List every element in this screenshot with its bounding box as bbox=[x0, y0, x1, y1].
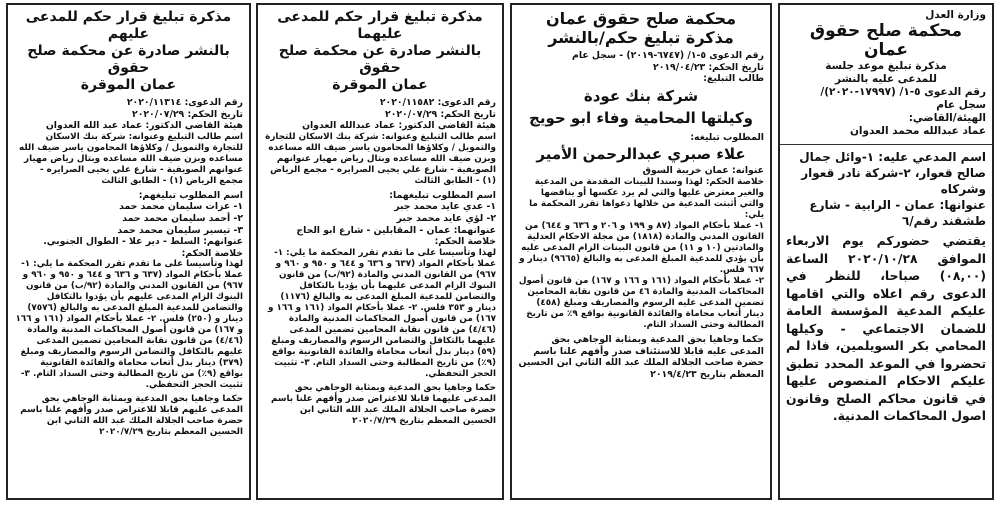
judgment-summary-2: ١- عملا بأحكام المواد (٨٧ و ١٩٩ و ٢٠٦ و ٦٣٦ و ٦٤٤) من القانون المدني والمادة (١٨١٨) من مجلة الاحكام العدلية والمادتين (١٠ و ١١) من قانون البينات الزام المدعى عليه بأن يؤدي للمدعية المبلغ المدعى به والبالغ (٩٦٦٥) دينار و ٦٦٧ فلس. bbox=[519, 220, 764, 275]
court-name: محكمة صلح حقوق عمان bbox=[545, 9, 737, 28]
respondent-2: ٢- أحمد سليمان محمد حمد bbox=[122, 212, 243, 224]
notice-title-line-2: بالنشر صادرة عن محكمة صلح حقوق bbox=[278, 43, 482, 76]
respondent-address: عنوانهما: عمان - المقابلين - شارع ابو الحاج bbox=[296, 224, 496, 236]
judgment-closing: حكما وجاهيا بحق المدعية وبمثابة الوجاهي بحق المدعى عليهم قابلا للاعتراض صدر وأفهم علنا باسم حضرة صاحب الجلالة الملك عبد الله الثاني ابن الحسين المعظم بتاريخ ٢٠٢٠/٧/٢٩ bbox=[20, 394, 243, 438]
requester-details: اسم طالب التبليغ وعنوانه: شركة بنك الاسكان للتجارة والتمويل / وكلاؤها المحامون ياسر ضيف الله مساعده وبزن ضيف الله مساعده وبتال رياض مهيار عنوانهم الصويفية - شارع علي يحيى الصرايره - مجمع الرياض (١) - الطابق الثالث bbox=[19, 131, 243, 186]
judgment-body: لهذا وتأسيسا على ما تقدم تقرر المحكمة ما يلي: ١- عملا بأحكام المواد (٦٣٧ و ٦٣٦ و ٦٤٤ و ٩٥٠ و ٩٦٠ و ٩٦٧) من القانون المدني والمادة (٩٢/ب) من قانون البنوك الزام المدعى عليهما بأن يؤديا بالتكافل والتضامن للمدعية المبلغ المدعى به والبالغ (١١٧٦) دينار و ٣٥٣ فلس. ٢- عملا بأحكام المواد (١٦١ و ١٦٦ و ١٦٧) من قانون أصول المحاكمات المدنية والمادة (٤/٤٦) من قانون نقابة المحامين تضمين المدعى عليهما بالتكافل والتضامن الرسوم والمصاريف ومبلغ (٥٩) دينار بدل أتعاب محاماة والفائدة القانونية بواقع (٩٪) من تاريخ المطالبة وحتى السداد التام. ٣- تثبيت الحجز التحفظي. bbox=[267, 247, 496, 379]
notice-title-line-3: عمان الموقرة bbox=[332, 77, 428, 93]
requester-label: طالب التبليغ: bbox=[703, 73, 764, 85]
respondent-2: ٢- لؤي عايد محمد جبر bbox=[396, 212, 496, 224]
judge-label: الهيئة/القاضي: bbox=[908, 112, 986, 124]
respondent-1: ١- عدي عايد محمد جبر bbox=[394, 201, 496, 213]
judgment-date: تاريخ الحكم: ٢٠١٩/٠٤/٢٣ bbox=[653, 61, 764, 73]
defendant-names: اسم المدعي عليه: ١-وائل جمال صالح قعوار، ٢-شركة نادر قعوار وشركاه bbox=[799, 150, 986, 196]
judgment-summary-3: ٢- عملا بأحكام المواد (١٦١ و ١٦٦ و ١٦٧) من قانون أصول المحاكمات المدنية والمادة ٤٦ من قانون نقابة المحامين تضمين المدعى عليه الرسوم والمصاريف ومبلغ (٤٥٨) دينار أتعاب محاماة والفائدة القانونية بواقع ٩٪ من تاريخ المطالبة وحتى السداد التام. bbox=[518, 275, 764, 330]
judge-name: عماد عبدالله محمد العدوان bbox=[849, 125, 986, 137]
respondent-3: ٣- تيسير سليمان محمد حمد bbox=[117, 224, 243, 236]
judgment-body: لهذا وتأسيسا على ما تقدم تقرر المحكمة ما يلي: ١- عملا بأحكام المواد (٦٣٧ و ٦٣٦ و ٦٤٤ و ٩٥٠ و ٩٦٠ و ٩٦٧) من القانون المدني والمادة (٩٢/ب) من قانون البنوك الزام المدعى عليهم بأن يؤدوا بالتكافل والتضامن للمدعية المبلغ المدعى به والبالغ (٧٥٧٦) دينار و (٢٥٠) فلس. ٢- عملا بأحكام المواد (١٦١ و ١٦٦ و ١٦٧) من قانون أصول المحاكمات المدنية والمادة (٤/٤٦) من قانون نقابة المحامين تضمين المدعى عليهم بالتكافل والتضامن الرسوم والمصاريف ومبلغ (٣٧٩) دينار بدل أتعاب محاماة والفائدة القانونية بواقع (٩٪) من تاريخ المطالبة وحتى السداد التام. ٣- تثبيت الحجز التحفظي. bbox=[15, 259, 243, 391]
judge-name: هيئة القاضي الدكتور: عماد عبد الله العدوان bbox=[45, 120, 243, 132]
case-number: رقم الدعوى: ٢٠٢٠/١١٥٨٢ bbox=[379, 97, 496, 108]
notice-column-4 bbox=[6, 3, 251, 500]
respondent-address: عنوانه: عمان خريبة السوق bbox=[642, 165, 764, 177]
summary-label: خلاصة الحكم: bbox=[434, 236, 496, 248]
respondent-1: ١- عزات سليمان محمد حمد bbox=[119, 201, 243, 213]
judgment-summary-1: خلاصة الحكم: لهذا وسندا للبينات المقدمة من المدعية والغير معترض عليها والتي لم يرد عكسها أو يناقضها والتي أثبتت المدعية من خلالها دعواها تقرر المحكمة ما يلي: bbox=[529, 176, 764, 220]
judge-name: هيئة القاضي الدكتور: عماد عبدالله العدوان bbox=[302, 120, 496, 132]
respondents-label: اسم المطلوب تبليغهم: bbox=[138, 189, 243, 201]
case-number: رقم الدعوى ٥-١/ (٦٧٤٧-٢٠١٩) - سجل عام bbox=[572, 50, 764, 61]
defendant-address: عنوانها: عمان - الرابية - شارع طشقند رقم/٦ bbox=[809, 198, 986, 228]
requester-company: شركة بنك عودة bbox=[583, 86, 699, 105]
summary-label: خلاصة الحكم: bbox=[181, 247, 243, 259]
judgment-summary-4: حكما وجاهيا بحق المدعية وبمثابة الوجاهي بحق المدعى عليه قابلا للاستئناف صدر وأفهم علنا باسم حضرة صاحب الجلالة الملك عبد الله الثاني ابن الحسين المعظم بتاريخ ٢٠١٩/٤/٢٣ bbox=[518, 333, 764, 380]
notice-title-line-2: بالنشر صادرة عن محكمة صلح حقوق bbox=[27, 43, 230, 76]
respondent-address: عنوانهم: السلط - دير علا - الطوال الجنوبي. bbox=[43, 236, 243, 248]
judgment-date: تاريخ الحكم: ٢٠٢٠/٠٧/٢٩ bbox=[132, 108, 243, 120]
notice-title-line-1: مذكرة تبليغ قرار حكم للمدعى عليهم bbox=[25, 9, 232, 42]
case-number: رقم الدعوى: ٢٠٢٠/١١٣١٤ bbox=[126, 97, 243, 108]
notice-title: مذكرة تبليغ حكم/بالنشر bbox=[548, 28, 734, 47]
notice-title-line-3: عمان الموقرة bbox=[80, 77, 177, 93]
judgment-date: تاريخ الحكم: ٢٠٢٠/٠٧/٢٩ bbox=[385, 108, 496, 120]
requester-details: اسم طالب التبليغ وعنوانه: شركة بنك الاسكان للتجارة والتمويل / وكلاؤها المحامون ياسر ضيف الله مساعده وبزن ضيف الله مساعده وبتال رياض مهيار عنوانهم الصويفية - شارع علي يحيى الصرايره - مجمع الرياض (١) - الطابق الثالث bbox=[265, 131, 496, 186]
notice-column-2 bbox=[510, 3, 772, 500]
respondents-label: اسم المطلوب تبليغهما: bbox=[389, 189, 496, 201]
court-name: محكمة صلح حقوق عمان bbox=[809, 21, 963, 60]
case-number: رقم الدعوى ٥-١/ (١٧٩٩٧-٢٠٢٠)/ bbox=[820, 86, 986, 98]
respondent-label: المطلوب تبليغه: bbox=[690, 131, 764, 143]
notice-title-line-1: مذكرة تبليغ قرار حكم للمدعى عليهما bbox=[277, 9, 483, 42]
judgment-closing: حكما وجاهيا بحق المدعية وبمثابة الوجاهي بحق المدعى عليهما قابلا للاعتراض صدر وأفهم علنا باسم حضرة صاحب الجلالة الملك عبد الله الثاني ابن الحسين المعظم بتاريخ ٢٠٢٠/٧/٢٩ bbox=[270, 382, 496, 426]
notice-title-line-1: مذكرة تبليغ موعد جلسة bbox=[825, 60, 947, 72]
ministry-name: وزارة العدل bbox=[925, 9, 986, 21]
register-type: سجل عام bbox=[936, 99, 986, 111]
respondent-name: علاء صبري عبدالرحمن الأمير bbox=[536, 145, 746, 164]
requester-agent: وكيلتها المحامية وفاء ابو حويج bbox=[529, 108, 753, 127]
notice-column-1 bbox=[778, 3, 994, 500]
hearing-notice-body: يقتضي حضوركم يوم الاربعاء الموافق ٢٠٢٠/١٠/٢٨ الساعة (٠٨,٠٠) صباحا، للنظر في الدعوى رقم اعلاه والتي اقامها عليكم المدعية المؤسسة العامة للضمان الاجتماعي - وكيلها المحامي بكر السويلمين، فاذا لم تحضروا في الموعد المحدد تطبق عليكم الاحكام المنصوص عليها في قانون محاكم الصلح وقانون اصول المحاكمات المدنية. bbox=[786, 233, 986, 423]
notice-column-3 bbox=[256, 3, 504, 500]
notice-title-line-2: للمدعى عليه بالنشر bbox=[835, 73, 937, 85]
